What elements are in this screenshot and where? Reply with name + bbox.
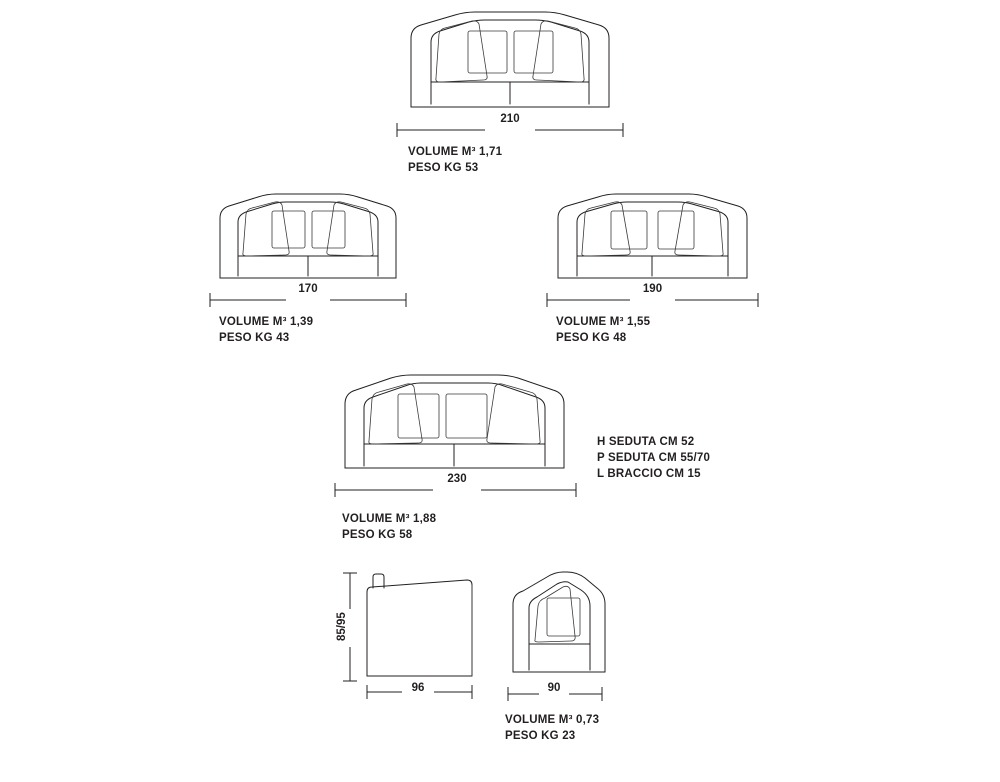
sofa-170-volume: VOLUME M³ 1,39 <box>219 316 314 328</box>
ottoman-96-width-label: 96 <box>411 682 425 694</box>
armchair-90-drawing <box>505 564 615 680</box>
armchair-90-width-label: 90 <box>547 682 561 694</box>
sofa-190-drawing <box>545 186 760 286</box>
armchair-90-weight: PESO KG 23 <box>505 730 576 742</box>
sofa-230-drawing <box>333 366 578 476</box>
sofa-170-drawing <box>208 186 408 286</box>
spec-l-braccio: L BRACCIO CM 15 <box>597 468 701 480</box>
figure-sofa-190 <box>545 186 760 344</box>
sofa-190-width-label: 190 <box>642 283 663 295</box>
sofa-230-width-label: 230 <box>447 473 467 485</box>
sofa-210-drawing <box>395 4 625 116</box>
sofa-170-weight: PESO KG 43 <box>219 332 290 344</box>
sofa-210-weight: PESO KG 53 <box>408 162 479 174</box>
sofa-190-volume: VOLUME M³ 1,55 <box>556 316 651 328</box>
sofa-210-volume: VOLUME M³ 1,71 <box>408 146 503 158</box>
figure-sofa-230 <box>333 366 578 541</box>
spec-p-seduta: P SEDUTA CM 55/70 <box>597 452 711 464</box>
sofa-190-weight: PESO KG 48 <box>556 332 627 344</box>
armchair-90-volume: VOLUME M³ 0,73 <box>505 714 600 726</box>
sofa-170-width-label: 170 <box>298 283 318 295</box>
figure-sofa-170 <box>208 186 408 344</box>
figure-sofa-210 <box>395 4 625 174</box>
sofa-230-volume: VOLUME M³ 1,88 <box>342 513 437 525</box>
sofa-230-weight: PESO KG 58 <box>342 529 413 541</box>
spec-h-seduta: H SEDUTA CM 52 <box>597 436 695 448</box>
figure-armchair-90 <box>505 564 615 742</box>
ottoman-96-height-label: 85/95 <box>336 612 348 642</box>
sofa-210-width-label: 210 <box>500 113 520 125</box>
ottoman-96-drawing <box>362 568 502 680</box>
